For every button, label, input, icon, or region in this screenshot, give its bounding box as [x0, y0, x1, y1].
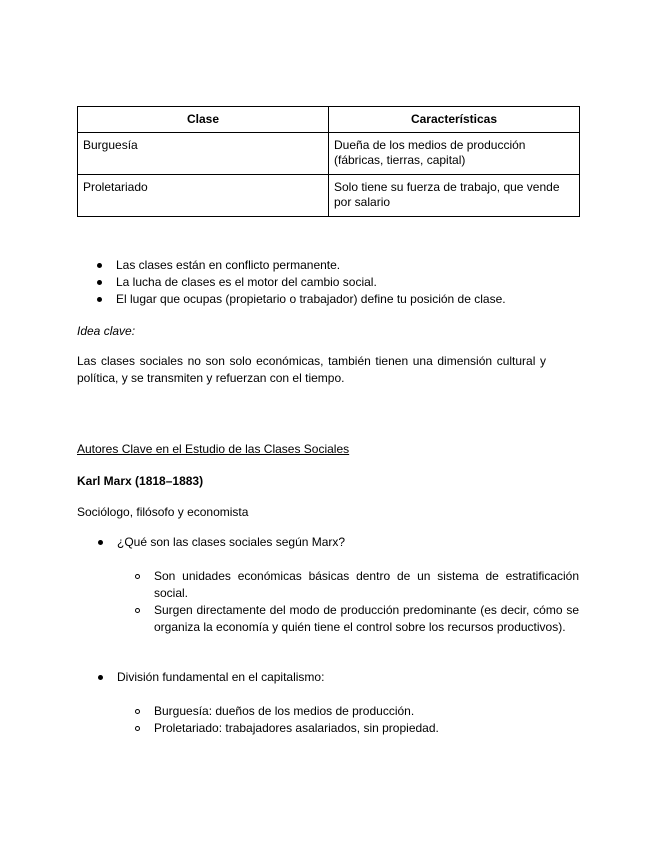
bullet-circle-icon: [135, 574, 140, 579]
bullet-dot-icon: [98, 675, 103, 680]
bullet-dot-icon: [97, 263, 102, 268]
document-page: [77, 106, 579, 735]
table-header-cell: Clase: [78, 107, 329, 133]
list-item-text: Burguesía: dueños de los medios de producción.: [154, 704, 415, 718]
table-row: [78, 175, 580, 217]
table-cell: Burguesía: [78, 133, 329, 175]
list-item-text: ¿Qué son las clases sociales según Marx?: [117, 535, 346, 549]
division-items-list: [77, 703, 579, 737]
bullet-circle-icon: [135, 608, 140, 613]
bullet-dot-icon: [97, 280, 102, 285]
table-row: [78, 133, 580, 175]
list-item: [77, 703, 579, 720]
list-item-text: Las clases están en conflicto permanente.: [116, 258, 341, 272]
idea-clave-paragraph: Las clases sociales no son solo económicas, también tienen una dimensión cultural y política, y se transmiten y refuerzan con el tiempo.: [77, 354, 546, 385]
table-cell: Proletariado: [78, 175, 329, 217]
marx-question-list: [77, 534, 579, 551]
list-item: [77, 669, 579, 686]
list-item-text: Son unidades económicas básicas dentro de un sistema de estratificación social.: [154, 569, 579, 600]
marx-heading: Karl Marx (1818–1883): [77, 474, 204, 488]
marx-role: Sociólogo, filósofo y economista: [77, 505, 249, 519]
marx-answers-list: [77, 568, 579, 636]
division-list: [77, 669, 579, 686]
idea-clave-label: Idea clave:: [77, 324, 136, 338]
table-header-cell: Características: [329, 107, 580, 133]
list-item-text: División fundamental en el capitalismo:: [117, 670, 325, 684]
list-item: [77, 720, 579, 737]
bullet-dot-icon: [97, 297, 102, 302]
bullet-circle-icon: [135, 726, 140, 731]
list-item: [77, 274, 579, 291]
list-item: [77, 257, 579, 274]
list-item-text: La lucha de clases es el motor del cambio social.: [116, 275, 377, 289]
bullet-dot-icon: [98, 540, 103, 545]
list-item-text: Proletariado: trabajadores asalariados, sin propiedad.: [154, 721, 439, 735]
table-header-row: [78, 107, 580, 133]
conflict-bullet-list: [77, 257, 579, 308]
table-cell: Solo tiene su fuerza de trabajo, que vende por salario: [329, 175, 580, 217]
class-table: [77, 106, 580, 217]
list-item-text: El lugar que ocupas (propietario o trabajador) define tu posición de clase.: [116, 292, 506, 306]
bullet-circle-icon: [135, 709, 140, 714]
list-item: [77, 534, 579, 551]
table-cell: Dueña de los medios de producción (fábricas, tierras, capital): [329, 133, 580, 175]
list-item: [77, 568, 579, 602]
list-item: [77, 291, 579, 308]
list-item: [77, 602, 579, 636]
authors-heading: Autores Clave en el Estudio de las Clases Sociales: [77, 442, 350, 456]
list-item-text: Surgen directamente del modo de producción predominante (es decir, cómo se organiza la economía y quién tiene el control sobre los recursos productivos).: [154, 603, 579, 634]
